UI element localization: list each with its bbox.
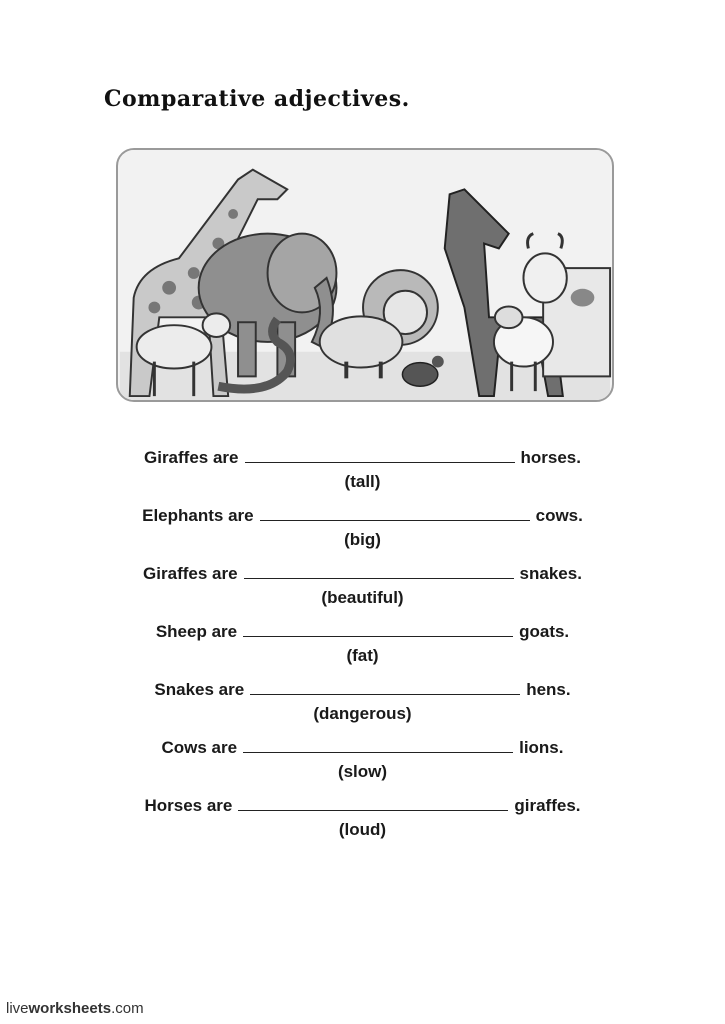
site-footer — [6, 1000, 144, 1017]
sentence-subject: Cows are — [161, 738, 238, 757]
sentence-line — [0, 505, 725, 527]
adjective-hint: (slow) — [337, 762, 388, 781]
sentence-line — [0, 795, 725, 817]
answer-blank[interactable] — [244, 564, 514, 579]
answer-blank[interactable] — [243, 622, 513, 637]
sentence-subject: Elephants are — [142, 506, 254, 525]
animals-illustration — [116, 148, 614, 402]
adjective-hint: (loud) — [338, 820, 387, 839]
sentence-line — [0, 737, 725, 759]
adjective-hint: (beautiful) — [321, 588, 404, 607]
answer-blank[interactable] — [238, 796, 508, 811]
sentence-object: horses. — [520, 448, 581, 467]
sentence-line — [0, 447, 725, 469]
worksheet-title: Comparative adjectives. — [104, 86, 410, 112]
footer-worksheets: worksheets — [28, 1000, 112, 1017]
sentence-line — [0, 621, 725, 643]
sentence-object: cows. — [535, 506, 583, 525]
footer-suffix: .com — [111, 1000, 144, 1017]
adjective-hint: (fat) — [346, 646, 379, 665]
answer-blank[interactable] — [243, 738, 513, 753]
answer-blank[interactable] — [250, 680, 520, 695]
sentence-subject: Giraffes are — [144, 448, 239, 467]
adjective-hint: (dangerous) — [313, 704, 412, 723]
sentence-subject: Giraffes are — [143, 564, 238, 583]
sentence-subject: Snakes are — [154, 680, 245, 699]
sentence-object: goats. — [519, 622, 570, 641]
sentence-line — [0, 679, 725, 701]
answer-blank[interactable] — [260, 506, 530, 521]
sentence-object: hens. — [526, 680, 571, 699]
footer-live: live — [6, 1000, 29, 1017]
answer-blank[interactable] — [245, 448, 515, 463]
sentence-object: giraffes. — [514, 796, 581, 815]
sentence-subject: Horses are — [144, 796, 233, 815]
sentence-subject: Sheep are — [155, 622, 238, 641]
sentence-object: snakes. — [519, 564, 582, 583]
sentence-object: lions. — [519, 738, 564, 757]
sentence-line — [0, 563, 725, 585]
adjective-hint: (big) — [344, 530, 381, 549]
adjective-hint: (tall) — [344, 472, 381, 491]
